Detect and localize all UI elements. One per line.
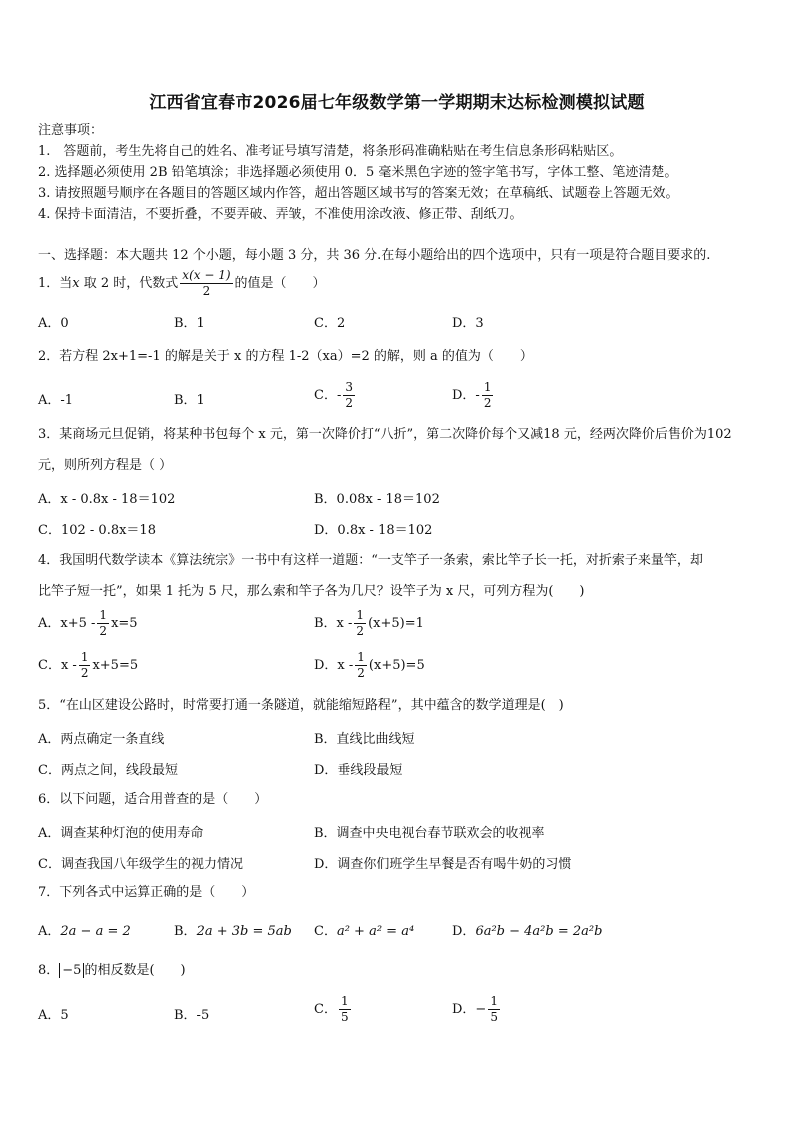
- q3-options-row2: [38, 519, 764, 549]
- question-1: [38, 268, 764, 299]
- q4-a-num: 1: [99, 608, 108, 622]
- notice-item: 3. 请按照题号顺序在各题目的答题区域内作答，超出答题区域书写的答案无效；在草稿纸、试题卷上答题无效。: [38, 186, 679, 201]
- q8-post: 的相反数是( ): [84, 963, 186, 978]
- q2-option-d-label: D．-: [452, 388, 480, 403]
- q8-options: [38, 994, 764, 1024]
- q8-option-b: B．-5: [174, 1008, 210, 1023]
- q6-option-b: B．调查中央电视台春节联欢会的收视率: [314, 826, 545, 841]
- q5-option-a: A．两点确定一条直线: [38, 732, 165, 747]
- q8-d-num: 1: [490, 994, 498, 1008]
- q7-c-expr: a² + a² = a⁴: [336, 924, 415, 939]
- q2-option-b: B．1: [174, 393, 205, 408]
- question-3: [38, 424, 764, 476]
- notice-heading: 注意事项：: [38, 123, 104, 138]
- q1-post: 的值是（ ）: [234, 276, 326, 291]
- q4-d-post: (x+5)=5: [368, 658, 425, 673]
- q3-option-c: C．102 - 0.8x＝18: [38, 523, 156, 538]
- q4-b-pre: B．x -: [314, 616, 353, 631]
- notice-item: 1. 答题前，考生先将自己的姓名、准考证号填写清楚，将条形码准确粘贴在考生信息条形码粘贴区。: [38, 144, 623, 159]
- q4-option-c: [38, 650, 138, 681]
- q7-option-a: [38, 920, 131, 939]
- q7-d-expr: 6a²b − 4a²b = 2a²b: [475, 924, 603, 939]
- q4-a-den: 2: [99, 624, 108, 638]
- question-7: 7．下列各式中运算正确的是（ ）: [38, 885, 255, 900]
- q4-c-num: 1: [80, 650, 89, 664]
- q6-options-row1: [38, 822, 764, 852]
- question-4: [38, 550, 764, 602]
- q4-a-fraction: [97, 608, 109, 639]
- q8-c-fraction: [339, 994, 351, 1025]
- q3-line-1: 3．某商场元旦促销，将某种书包每个 x 元，第一次降价打“八折”，第二次降价每个又减18 元，经两次降价后售价为102: [38, 427, 732, 442]
- q4-a-post: x=5: [111, 616, 138, 631]
- q1-options: [38, 312, 764, 342]
- q4-b-den: 2: [356, 624, 365, 638]
- q1-variable: x: [72, 276, 80, 291]
- q8-c-label: C．: [314, 1002, 337, 1017]
- q5-options-row2: [38, 759, 764, 789]
- notice-block: [38, 120, 758, 225]
- q8-prefix: 8．: [38, 963, 60, 978]
- q4-d-pre: D．x -: [314, 658, 354, 673]
- q7-option-c: [314, 920, 414, 939]
- q1-prefix: 1．当: [38, 276, 73, 291]
- q2-option-a: A．-1: [38, 393, 74, 408]
- q1-fraction: [180, 268, 232, 299]
- q4-line-1: 4．我国明代数学读本《算法统宗》一书中有这样一道题：“一支竿子一条索，索比竿子长一托，对折索子来量竿，却: [38, 553, 703, 568]
- q7-a-label: A．: [38, 924, 61, 939]
- q8-d-label: D．−: [452, 1002, 487, 1017]
- q3-option-a: A．x - 0.8x - 18＝102: [38, 492, 176, 507]
- q2-option-d-fraction: [482, 380, 494, 411]
- q1-option-a: A．0: [38, 316, 69, 331]
- q7-option-d: [452, 920, 602, 939]
- q2-d-num: 1: [483, 380, 492, 394]
- q8-d-fraction: [488, 994, 500, 1025]
- q4-d-num: 1: [357, 650, 365, 664]
- q7-b-label: B．: [174, 924, 197, 939]
- q4-d-den: 2: [357, 666, 365, 680]
- q2-options: [38, 380, 764, 410]
- q1-mid: 取 2 时，代数式: [79, 276, 179, 291]
- notice-item: 4. 保持卡面清洁，不要折叠，不要弄破、弄皱，不准使用涂改液、修正带、刮纸刀。: [38, 207, 523, 222]
- q8-option-c: [314, 994, 353, 1025]
- q4-c-den: 2: [80, 666, 89, 680]
- q1-fraction-den: 2: [202, 284, 211, 298]
- q2-c-den: 2: [345, 396, 353, 410]
- question-2: 2．若方程 2x+1=-1 的解是关于 x 的方程 1-2（xa）=2 的解，则 a 的值为（ ）: [38, 349, 533, 364]
- q6-option-d: D．调查你们班学生早餐是否有喝牛奶的习惯: [314, 857, 572, 872]
- q4-b-post: (x+5)=1: [368, 616, 424, 631]
- q4-option-d: [314, 650, 425, 681]
- q2-option-c-label: C．-: [314, 388, 342, 403]
- q3-options-row1: [38, 488, 764, 518]
- q8-option-a: A．5: [38, 1008, 69, 1023]
- q4-options-row2: [38, 650, 764, 680]
- q1-option-d: D．3: [452, 316, 484, 331]
- q8-option-d: [452, 994, 502, 1025]
- q4-option-a: [38, 608, 138, 639]
- q5-options-row1: [38, 728, 764, 758]
- q5-option-b: B．直线比曲线短: [314, 732, 415, 747]
- q2-option-c-fraction: [343, 380, 355, 411]
- q7-b-expr: 2a + 3b = 5ab: [196, 924, 292, 939]
- q4-d-fraction: [355, 650, 367, 681]
- q1-option-b: B．1: [174, 316, 205, 331]
- q5-option-d: D．垂线段最短: [314, 763, 403, 778]
- q7-options: [38, 920, 764, 950]
- q6-option-c: C．调查我国八年级学生的视力情况: [38, 857, 243, 872]
- q2-option-d: [452, 380, 495, 411]
- q4-option-b: [314, 608, 424, 639]
- q7-a-expr: 2a − a = 2: [60, 924, 131, 939]
- q1-fraction-num: x(x − 1): [182, 268, 231, 282]
- q4-c-fraction: [79, 650, 91, 681]
- question-6: 6．以下问题，适合用普查的是（ ）: [38, 792, 268, 807]
- q8-d-den: 5: [490, 1010, 498, 1024]
- q4-a-pre: A．x+5 -: [38, 616, 96, 631]
- q2-d-den: 2: [483, 396, 492, 410]
- q3-option-d: D．0.8x - 18＝102: [314, 523, 433, 538]
- notice-item: 2. 选择题必须使用 2B 铅笔填涂；非选择题必须使用 0．5 毫米黑色字迹的签字笔书写，字体工整、笔迹清楚。: [38, 165, 678, 180]
- q8-c-num: 1: [340, 994, 349, 1008]
- q8-absolute-value: −5: [59, 963, 84, 978]
- q2-c-num: 3: [345, 380, 353, 394]
- q4-c-pre: C．x -: [38, 658, 77, 673]
- q5-option-c: C．两点之间，线段最短: [38, 763, 178, 778]
- q4-options-row1: [38, 608, 764, 638]
- page-title: 江西省宜春市2026届七年级数学第一学期期末达标检测模拟试题: [149, 93, 645, 113]
- q3-option-b: B．0.08x - 18＝102: [314, 492, 440, 507]
- q4-line-2: 比竿子短一托”，如果 1 托为 5 尺，那么索和竿子各为几尺？设竿子为 x 尺，可列方程为( ): [38, 584, 585, 599]
- question-5: 5．“在山区建设公路时，时常要打通一条隧道，就能缩短路程”，其中蕴含的数学道理是( ): [38, 698, 564, 713]
- question-8: [38, 960, 764, 981]
- q8-c-den: 5: [340, 1010, 349, 1024]
- q4-c-post: x+5=5: [92, 658, 139, 673]
- q4-b-fraction: [354, 608, 366, 639]
- q4-b-num: 1: [356, 608, 365, 622]
- q7-option-b: [174, 920, 292, 939]
- q7-c-label: C．: [314, 924, 337, 939]
- q1-option-c: C．2: [314, 316, 346, 331]
- section-heading: 一、选择题：本大题共 12 个小题，每小题 3 分，共 36 分.在每小题给出的四个选项中，只有一项是符合题目要求的.: [38, 248, 711, 263]
- q2-option-c: [314, 380, 357, 411]
- q7-d-label: D．: [452, 924, 476, 939]
- q6-option-a: A．调查某种灯泡的使用寿命: [38, 826, 204, 841]
- q6-options-row2: [38, 853, 764, 883]
- q3-line-2: 元，则所列方程是（ ）: [38, 458, 173, 473]
